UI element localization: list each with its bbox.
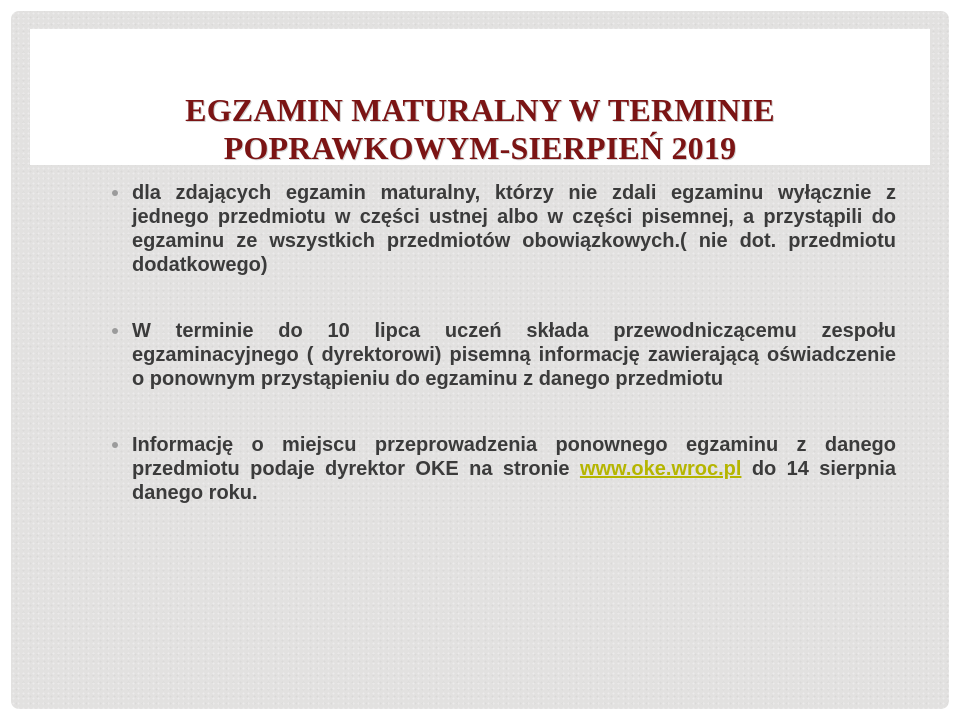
bullet-item-eligibility bbox=[112, 181, 896, 277]
bullet-text-after-link: do 14 sierpnia danego roku. bbox=[132, 458, 896, 504]
bullet-item-deadline bbox=[112, 319, 896, 391]
slide-title-line-1: EGZAMIN MATURALNY W TERMINIE bbox=[185, 92, 775, 128]
bullet-list bbox=[112, 181, 896, 505]
bullet-text: W terminie do 10 lipca uczeń składa przewodniczącemu zespołu egzaminacyjnego ( dyrektorowi) pisemną informację zawierającą oświadczenie o ponownym przystąpieniu do egzaminu z danego przedmiotu bbox=[132, 320, 896, 390]
bullet-dot-icon bbox=[112, 190, 118, 196]
bullet-dot-icon bbox=[112, 328, 118, 334]
bullet-text-before-link: Informację o miejscu przeprowadzenia ponownego egzaminu z danego przedmiotu podaje dyrektor OKE na stronie bbox=[132, 434, 896, 480]
slide-title bbox=[30, 91, 930, 167]
bullet-dot-icon bbox=[112, 442, 118, 448]
oke-website-link[interactable]: www.oke.wroc.pl bbox=[579, 458, 742, 480]
slide-title-line-2: POPRAWKOWYM-SIERPIEŃ 2019 bbox=[223, 130, 737, 166]
bullet-item-information bbox=[112, 433, 896, 505]
bullet-text: dla zdających egzamin maturalny, którzy nie zdali egzaminu wyłącznie z jednego przedmiotu w części ustnej albo w części pisemnej, a przystąpili do egzaminu ze wszystkich przedmiotów obowiązkowych.( nie dot. przedmiotu dodatkowego) bbox=[132, 182, 896, 276]
